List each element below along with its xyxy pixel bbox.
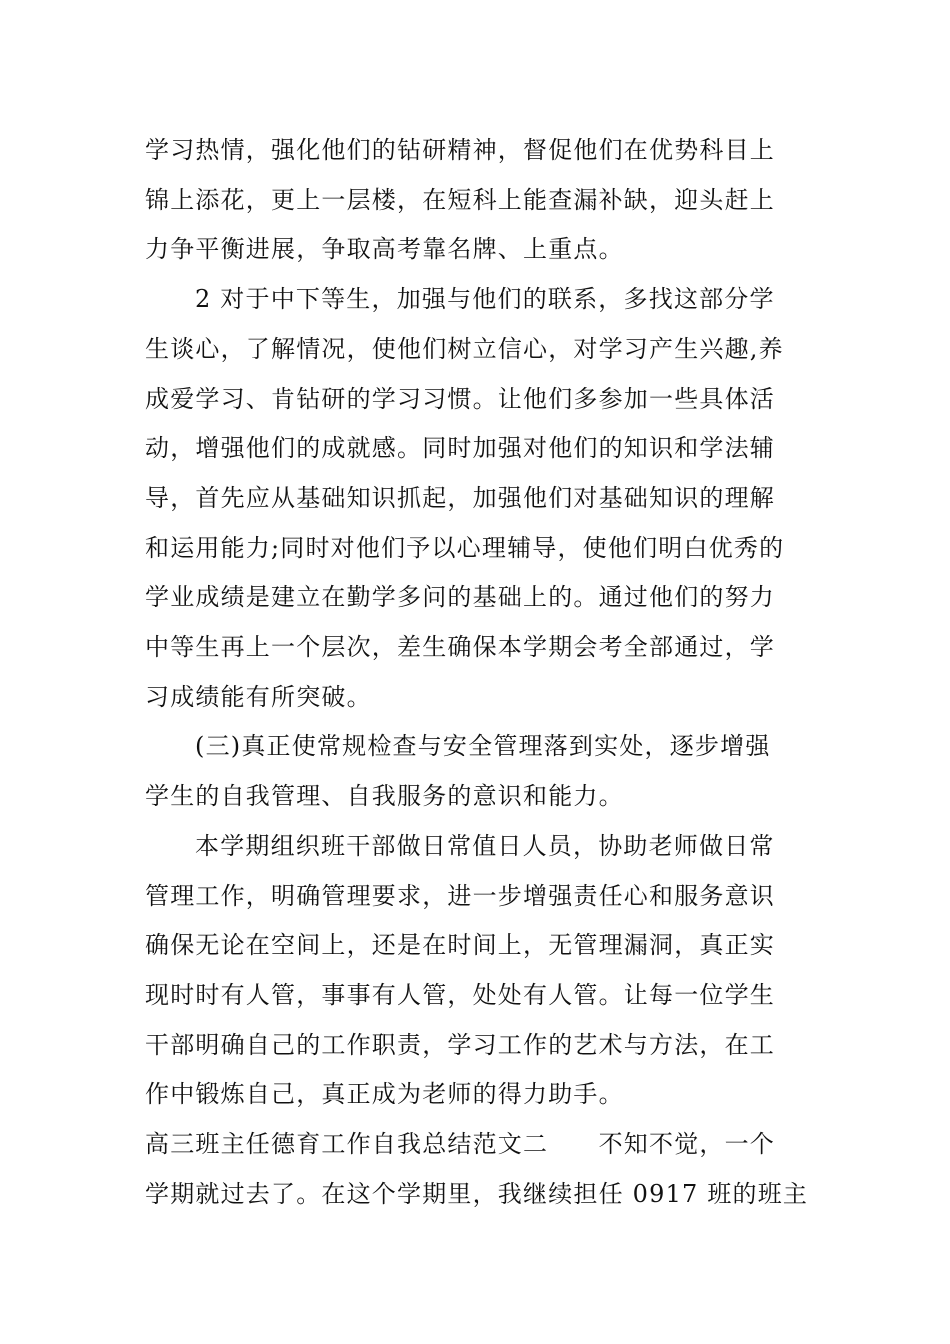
text-line: 学业成绩是建立在勤学多问的基础上的。通过他们的努力 <box>145 583 775 611</box>
text-line: 导，首先应从基础知识抓起，加强他们对基础知识的理解 <box>145 484 775 512</box>
text-line: 习成绩能有所突破。 <box>145 683 372 711</box>
text-line: (三)真正使常规检查与安全管理落到实处，逐步增强 <box>195 732 771 760</box>
text-line: 2 对于中下等生，加强与他们的联系，多找这部分学 <box>195 285 775 313</box>
text-line: 生谈心，了解情况，使他们树立信心，对学习产生兴趣,养 <box>145 335 784 363</box>
text-line: 确保无论在空间上，还是在时间上，无管理漏洞，真正实 <box>145 931 775 959</box>
text-line: 力争平衡进展，争取高考靠名牌、上重点。 <box>145 235 624 263</box>
text-line: 本学期组织班干部做日常值日人员，协助老师做日常 <box>195 832 775 860</box>
text-line: 中等生再上一个层次，差生确保本学期会考全部通过，学 <box>145 633 775 661</box>
text-line: 学习热情，强化他们的钻研精神，督促他们在优势科目上 <box>145 136 775 164</box>
text-line: 成爱学习、肯钻研的学习习惯。让他们多参加一些具体活 <box>145 385 775 413</box>
text-line: 动，增强他们的成就感。同时加强对他们的知识和学法辅 <box>145 434 775 462</box>
text-line: 学生的自我管理、自我服务的意识和能力。 <box>145 782 624 810</box>
text-line: 干部明确自己的工作职责，学习工作的艺术与方法，在工 <box>145 1031 775 1059</box>
text-line: 学期就过去了。在这个学期里，我继续担任 0917 班的班主 <box>145 1180 809 1208</box>
text-line: 管理工作，明确管理要求，进一步增强责任心和服务意识 <box>145 882 775 910</box>
text-line: 和运用能力;同时对他们予以心理辅导，使他们明白优秀的 <box>145 534 785 562</box>
text-line: 锦上添花，更上一层楼，在短科上能查漏补缺，迎头赶上 <box>145 186 775 214</box>
text-line: 作中锻炼自己，真正成为老师的得力助手。 <box>145 1080 624 1108</box>
text-line: 现时时有人管，事事有人管，处处有人管。让每一位学生 <box>145 981 775 1009</box>
text-line: 高三班主任德育工作自我总结范文二 不知不觉，一个 <box>145 1130 775 1158</box>
